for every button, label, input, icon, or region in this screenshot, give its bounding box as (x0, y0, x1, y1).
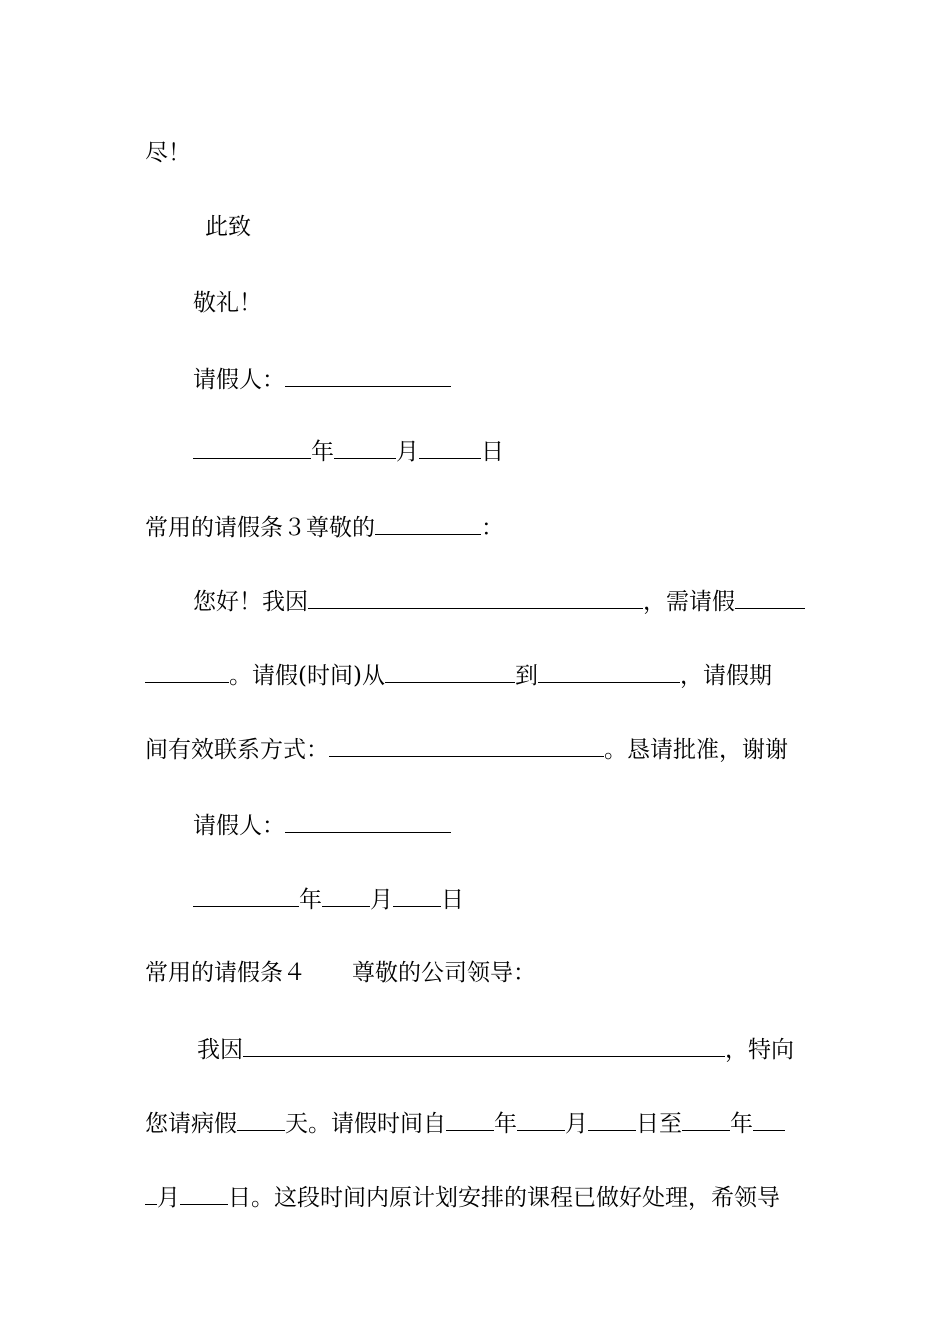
month-blank[interactable] (517, 1108, 565, 1131)
heading-text: 常用的请假条４ 尊敬的公司领导： (145, 960, 536, 986)
heading-text: 常用的请假条３尊敬的 (145, 515, 375, 541)
year-label: 年 (311, 439, 334, 465)
day-blank[interactable] (419, 436, 481, 459)
year-label: 年 (494, 1111, 517, 1137)
text: 。恳请批准，谢谢 (604, 737, 788, 763)
signer-blank[interactable] (285, 810, 451, 833)
p3-line1 (193, 586, 805, 617)
duration-blank[interactable] (735, 586, 805, 609)
text: 到 (514, 663, 538, 689)
text: ，需请假 (643, 589, 735, 615)
date-line-2 (193, 884, 464, 915)
reason-blank[interactable] (243, 1034, 725, 1057)
month-blank[interactable] (322, 884, 370, 907)
end-day-blank[interactable] (180, 1182, 228, 1205)
signer-label: 请假人： (193, 813, 285, 839)
end-year-blank[interactable] (682, 1108, 730, 1131)
month-blank[interactable] (334, 436, 396, 459)
text: 日。这段时间内原计划安排的课程已做好处理，希领导 (228, 1185, 780, 1211)
text: 您请病假 (145, 1111, 237, 1137)
text: 间有效联系方式： (145, 737, 329, 763)
signer-line-2 (193, 810, 451, 841)
day-blank[interactable] (393, 884, 441, 907)
text: 您好！我因 (193, 589, 308, 615)
signer-line (193, 364, 451, 395)
year-blank[interactable] (446, 1108, 494, 1131)
to-blank[interactable] (538, 660, 680, 683)
text: 敬礼！ (193, 290, 262, 316)
text: 尽！ (145, 140, 191, 166)
heading-4 (145, 958, 536, 988)
end-month-blank[interactable] (753, 1108, 785, 1131)
year-blank[interactable] (193, 884, 299, 907)
date-line (193, 436, 504, 467)
text: 此致 (205, 214, 251, 240)
text: ，请假期 (679, 663, 772, 689)
year-blank[interactable] (193, 436, 311, 459)
salutation-jingli (193, 288, 262, 318)
from-blank[interactable] (385, 660, 515, 683)
end-month-blank-cont[interactable] (145, 1182, 157, 1205)
day-blank[interactable] (588, 1108, 636, 1131)
year-label: 年 (730, 1111, 753, 1137)
closing-line (145, 138, 191, 168)
month-label: 月 (396, 439, 419, 465)
p4-line2 (145, 1108, 785, 1139)
salutation-cizhi (205, 212, 251, 242)
text: ，特向 (725, 1037, 794, 1063)
days-blank[interactable] (237, 1108, 285, 1131)
p3-line3 (145, 734, 788, 765)
reason-blank[interactable] (308, 586, 643, 609)
text: 天。请假时间自 (285, 1111, 446, 1137)
heading-3 (145, 512, 504, 543)
colon: ： (481, 515, 504, 541)
p4-line1 (197, 1034, 794, 1065)
text: 我因 (197, 1037, 243, 1063)
p3-line2 (145, 660, 772, 691)
month-label: 月 (157, 1185, 180, 1211)
year-label: 年 (299, 887, 322, 913)
signer-blank[interactable] (285, 364, 451, 387)
text: 。请假(时间)从 (229, 663, 385, 689)
p4-line3 (145, 1182, 780, 1213)
month-label: 月 (565, 1111, 588, 1137)
text: 日至 (636, 1111, 682, 1137)
contact-blank[interactable] (329, 734, 604, 757)
day-label: 日 (481, 439, 504, 465)
duration-blank-cont[interactable] (145, 660, 229, 683)
signer-label: 请假人： (193, 367, 285, 393)
day-label: 日 (441, 887, 464, 913)
recipient-blank[interactable] (375, 512, 481, 535)
month-label: 月 (370, 887, 393, 913)
